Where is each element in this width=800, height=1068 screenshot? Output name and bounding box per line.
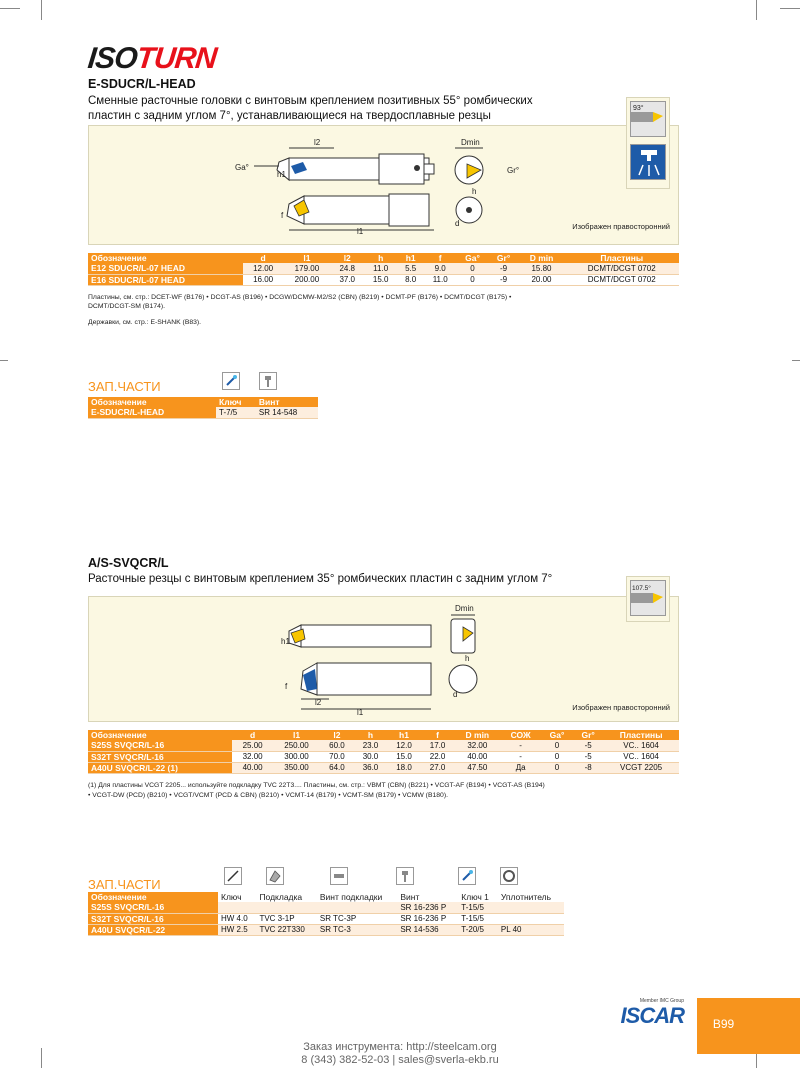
table-cell: 64.0 (320, 762, 354, 773)
col-header: d (232, 730, 272, 740)
table-cell: 30.0 (354, 751, 388, 762)
col-header: Gr° (489, 253, 519, 263)
table-cell: TVC 3-1P (256, 913, 316, 924)
table-cell: VC.. 1604 (603, 751, 679, 762)
section1-desc-line2: пластин с задним углом 7°, устанавливающиеся на твердосплавные резцы (88, 110, 491, 122)
col-header: Винт (256, 397, 318, 407)
table-cell: 250.00 (273, 740, 320, 751)
section2-drawing-area (88, 596, 679, 722)
table-header-row (88, 730, 679, 740)
table-cell: DCMT/DCGT 0702 (564, 263, 679, 274)
table-row (88, 263, 679, 274)
table-cell: E12 SDUCR/L-07 HEAD (88, 263, 243, 274)
table-cell: 24.8 (331, 263, 364, 274)
table-cell: SR 14-548 (256, 407, 318, 418)
table-cell: 12.0 (387, 740, 421, 751)
section2-desc: Расточные резцы с винтовым креплением 35° ромбических пластин с задним углом 7° (88, 573, 553, 585)
col-header: h1 (397, 253, 424, 263)
spares2-table (88, 892, 564, 936)
section1-caption: Изображен правосторонний (572, 222, 670, 231)
table-cell: SR 14-536 (397, 924, 458, 935)
footer-order-line: Заказ инструмента: http://steelcam.org (303, 1041, 497, 1053)
table-cell: 20.00 (519, 274, 565, 285)
table-row (88, 924, 564, 935)
table-cell: T-15/5 (458, 902, 498, 913)
table-cell: 27.0 (421, 762, 455, 773)
table-cell: A40U SVQCR/L-22 (88, 924, 218, 935)
table-cell: Да (500, 762, 541, 773)
table-cell: 32.00 (232, 751, 272, 762)
table-cell: 5.5 (397, 263, 424, 274)
table-cell: SR 16-236 P (397, 913, 458, 924)
section2-table (88, 730, 679, 774)
section1-side-panel (626, 97, 670, 189)
col-header: Обозначение (88, 892, 218, 902)
table-cell: 350.00 (273, 762, 320, 773)
col-header: Gr° (573, 730, 603, 740)
section1-title: E-SDUCR/L-HEAD (88, 77, 196, 91)
dim-h: h (472, 187, 477, 196)
footer-contacts-line: 8 (343) 382-52-03 | sales@sverla-ekb.ru (301, 1054, 499, 1066)
col-header: l2 (331, 253, 364, 263)
table-cell: 200.00 (283, 274, 330, 285)
col-header: h (354, 730, 388, 740)
table-cell: A40U SVQCR/L-22 (1) (88, 762, 232, 773)
screw-icon (396, 867, 414, 885)
table-cell: HW 4.0 (218, 913, 256, 924)
col-header: h (364, 253, 397, 263)
table-cell: S32T SVQCR/L-16 (88, 751, 232, 762)
crop-mark (0, 8, 20, 9)
table-cell: 17.0 (421, 740, 455, 751)
col-header: f (421, 730, 455, 740)
table-row (88, 913, 564, 924)
col-header: D min (519, 253, 565, 263)
table-cell: 18.0 (387, 762, 421, 773)
col-header: Пластины (603, 730, 679, 740)
isoturn-logo: ISOTURN (86, 42, 218, 75)
col-header: l1 (273, 730, 320, 740)
table-cell: 60.0 (320, 740, 354, 751)
table-row (88, 407, 318, 418)
table-cell: T-7/5 (216, 407, 256, 418)
table-cell: 11.0 (424, 274, 457, 285)
hex-key-icon (224, 867, 242, 885)
section1-note-inserts-cont: DCMT/DCGT-SM (B174). (88, 303, 166, 310)
dim-f: f (281, 211, 284, 220)
member-text: Member IMC Group (639, 998, 684, 1004)
key-icon (458, 867, 476, 885)
table-header-row (88, 397, 318, 407)
table-cell: 47.50 (454, 762, 500, 773)
table-cell: -9 (489, 263, 519, 274)
table-cell: 40.00 (454, 751, 500, 762)
col-header: f (424, 253, 457, 263)
table-cell: -5 (573, 751, 603, 762)
key-icon (222, 372, 240, 390)
dim-l1: l1 (357, 227, 364, 236)
table-cell: T-20/5 (458, 924, 498, 935)
seal-icon (500, 867, 518, 885)
table-cell: 11.0 (364, 263, 397, 274)
col-header: Подкладка (256, 892, 316, 902)
section1-note-holders: Державки, см. стр.: E-SHANK (B83). (88, 319, 202, 326)
table-cell: SR TC-3P (317, 913, 397, 924)
table-cell: E-SDUCR/L-HEAD (88, 407, 216, 418)
col-header: l2 (320, 730, 354, 740)
svg-text:93°: 93° (633, 105, 644, 112)
crop-mark (756, 0, 757, 20)
table-cell: -8 (573, 762, 603, 773)
section2-side-panel (626, 576, 670, 622)
crop-mark (792, 360, 800, 361)
col-header: D min (454, 730, 500, 740)
table-cell: 32.00 (454, 740, 500, 751)
table-row (88, 762, 679, 773)
table-cell: 16.00 (243, 274, 283, 285)
iscar-logo (612, 998, 684, 1032)
section2-note-inserts-cont: • VCGT-DW (PCD) (B210) • VCGT/VCMT (PCD & CBN) (B210) • VCMT-14 (B179) • VCMT-SM (B179) • VCMW (B180). (88, 792, 448, 799)
dim-l2: l2 (314, 138, 321, 147)
crop-mark (41, 1048, 42, 1068)
table-cell: 15.80 (519, 263, 565, 274)
section2-caption: Изображен правосторонний (572, 703, 670, 712)
table-header-row (88, 253, 679, 263)
table-row (88, 740, 679, 751)
col-header: Обозначение (88, 397, 216, 407)
col-header: Винт подкладки (317, 892, 397, 902)
section2-title: A/S-SVQCR/L (88, 556, 169, 570)
section1-drawing-area (88, 125, 679, 245)
table-cell (317, 902, 397, 913)
spares2-title: ЗАП.ЧАСТИ (88, 877, 161, 892)
table-cell: 0 (541, 762, 573, 773)
table-cell: 0 (541, 751, 573, 762)
approach-angle-icon (630, 580, 666, 616)
approach-angle-icon (630, 101, 666, 137)
section1-desc-line1: Сменные расточные головки с винтовым креплением позитивных 55° ромбических (88, 95, 533, 107)
table-cell (218, 902, 256, 913)
page-number-badge: B99 (697, 998, 800, 1054)
table-cell: 25.00 (232, 740, 272, 751)
col-header: СОЖ (500, 730, 541, 740)
table-cell: 0 (456, 274, 488, 285)
table-cell: E16 SDUCR/L-07 HEAD (88, 274, 243, 285)
crop-mark (41, 0, 42, 20)
dim-l1: l1 (357, 708, 364, 717)
table-cell: -9 (489, 274, 519, 285)
dim-h: h (465, 654, 470, 663)
table-cell: VCGT 2205 (603, 762, 679, 773)
table-cell: - (500, 751, 541, 762)
dim-dmin: Dmin (455, 604, 474, 613)
dim-gr: Gr° (507, 166, 520, 175)
col-header: Обозначение (88, 253, 243, 263)
table-cell: S25S SVQCR/L-16 (88, 740, 232, 751)
table-cell: 0 (456, 263, 488, 274)
col-header: h1 (387, 730, 421, 740)
dim-d: d (455, 219, 460, 228)
table-cell: VC.. 1604 (603, 740, 679, 751)
screw-icon (259, 372, 277, 390)
table-cell: DCMT/DCGT 0702 (564, 274, 679, 285)
crop-mark (0, 360, 8, 361)
col-header: l1 (283, 253, 330, 263)
table-cell: 12.00 (243, 263, 283, 274)
col-header: Ключ 1 (458, 892, 498, 902)
col-header: Обозначение (88, 730, 232, 740)
table-cell: 300.00 (273, 751, 320, 762)
table-row (88, 751, 679, 762)
crop-mark (780, 8, 800, 9)
table-cell: HW 2.5 (218, 924, 256, 935)
spares1-table (88, 397, 318, 419)
dim-l2: l2 (315, 698, 322, 707)
table-cell: 15.0 (387, 751, 421, 762)
col-header: Ga° (456, 253, 488, 263)
table-cell: 8.0 (397, 274, 424, 285)
table-cell: PL 40 (498, 924, 564, 935)
section2-note-inserts: (1) Для пластины VCGT 2205... используйте подкладку TVC 22T3.... Пластины, см. стр.: VBMT (CBN) (B221) • VCGT-AF (B194) • VCGT-AS (B194) (88, 782, 545, 789)
dim-dmin: Dmin (461, 138, 480, 147)
col-header: Винт (397, 892, 458, 902)
table-cell (256, 902, 316, 913)
spares1-title: ЗАП.ЧАСТИ (88, 379, 161, 394)
table-cell: 15.0 (364, 274, 397, 285)
dim-ga: Ga° (235, 163, 249, 172)
table-cell: -5 (573, 740, 603, 751)
table-cell: 23.0 (354, 740, 388, 751)
table-cell: 22.0 (421, 751, 455, 762)
svg-text:107.5°: 107.5° (632, 585, 651, 592)
section1-note-inserts: Пластины, см. стр.: DCET-WF (B176) • DCGT-AS (B196) • DCGW/DCMW-M2/S2 (CBN) (B219) • DCMT-PF (B176) • DCMT/DCGT (B175) • (88, 294, 512, 301)
table-cell: 0 (541, 740, 573, 751)
table-cell: 9.0 (424, 263, 457, 274)
dim-d: d (453, 690, 458, 699)
table-cell: 37.0 (331, 274, 364, 285)
col-header: Ключ (216, 397, 256, 407)
table-cell: - (500, 740, 541, 751)
col-header: Уплотнитель (498, 892, 564, 902)
table-row (88, 902, 564, 913)
table-cell: 70.0 (320, 751, 354, 762)
col-header: Пластины (564, 253, 679, 263)
table-cell: 179.00 (283, 263, 330, 274)
table-cell: S32T SVQCR/L-16 (88, 913, 218, 924)
col-header: Ключ (218, 892, 256, 902)
table-cell (498, 902, 564, 913)
iscar-wordmark: ISCAR (620, 1003, 684, 1028)
table-cell: TVC 22T330 (256, 924, 316, 935)
table-cell: SR 16-236 P (397, 902, 458, 913)
table-cell (498, 913, 564, 924)
table-cell: T-15/5 (458, 913, 498, 924)
dim-h1: h1 (277, 170, 286, 179)
table-cell: 36.0 (354, 762, 388, 773)
coolant-icon (630, 144, 666, 180)
table-cell: SR TC-3 (317, 924, 397, 935)
section1-table (88, 253, 679, 286)
table-header-row (88, 892, 564, 902)
shim-screw-icon (330, 867, 348, 885)
table-cell: 40.00 (232, 762, 272, 773)
table-cell: S25S SVQCR/L-16 (88, 902, 218, 913)
col-header: d (243, 253, 283, 263)
col-header: Ga° (541, 730, 573, 740)
dim-f: f (285, 682, 288, 691)
shim-icon (266, 867, 284, 885)
table-row (88, 274, 679, 285)
dim-h1: h1 (281, 637, 290, 646)
